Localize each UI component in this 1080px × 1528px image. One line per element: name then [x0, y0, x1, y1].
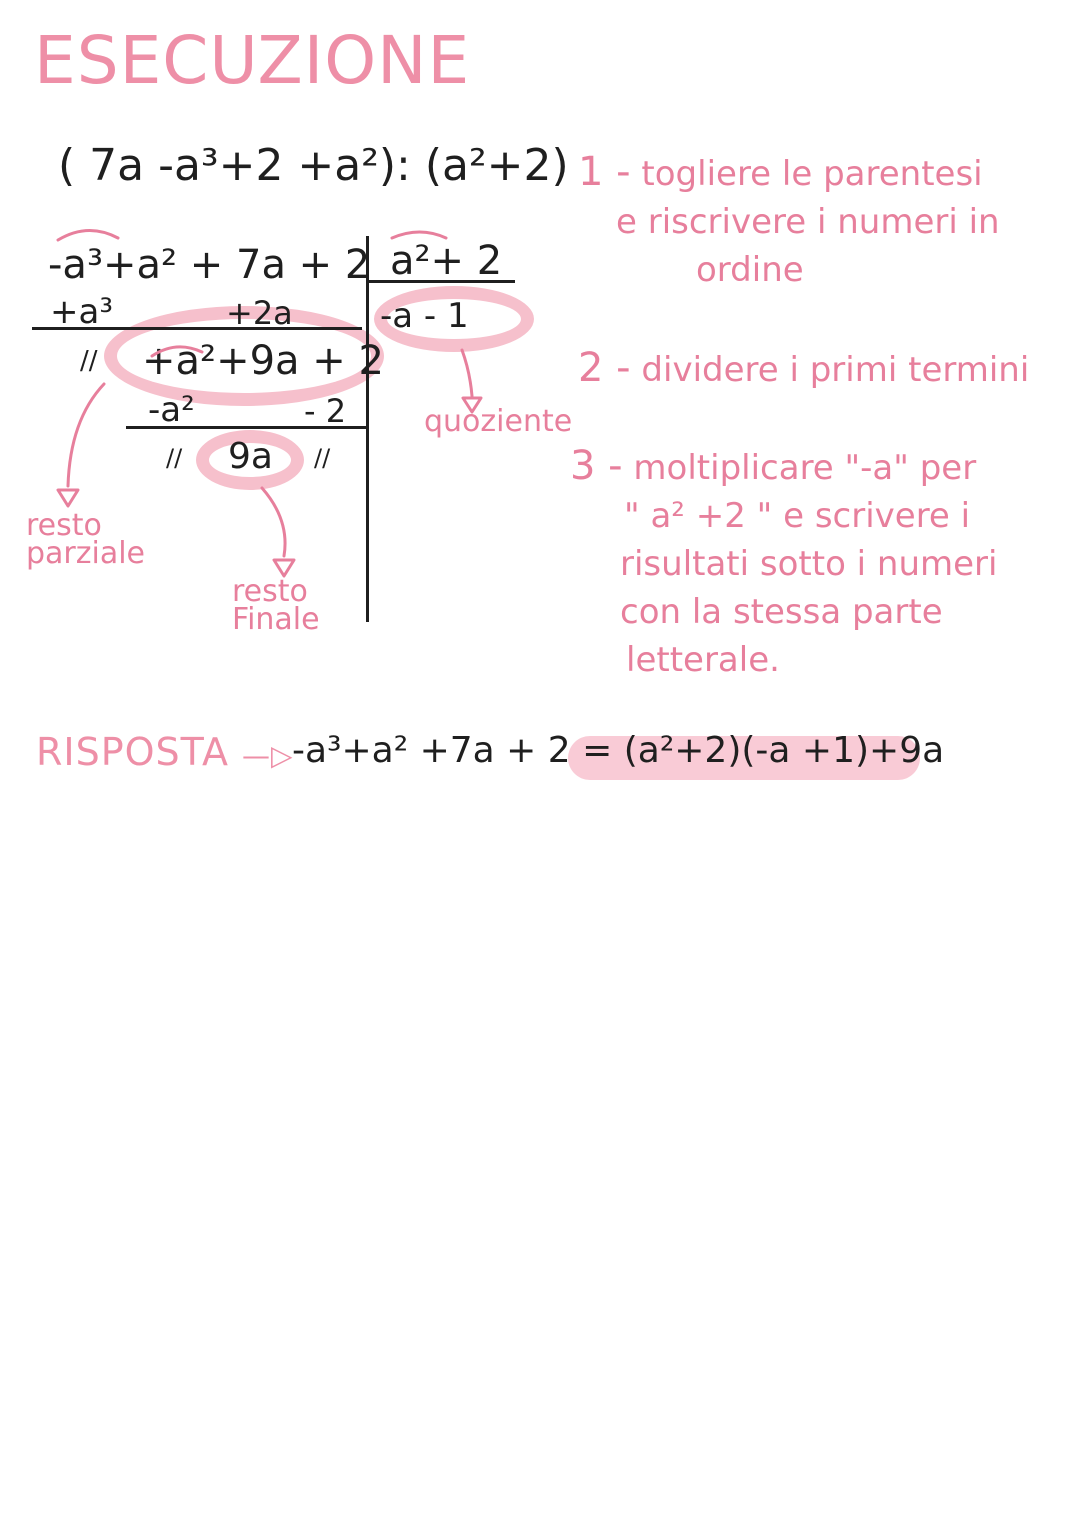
step-number: 1 -: [578, 149, 631, 195]
arrow-icon: —▷: [242, 739, 294, 772]
answer-label: RISPOSTA —▷: [36, 730, 294, 774]
arc-mark: [152, 347, 202, 356]
quotient: -a - 1: [380, 296, 469, 336]
step-number: 2 -: [578, 345, 631, 391]
quotient-label: quoziente: [424, 404, 573, 439]
final-remainder-label: resto Finale: [232, 574, 320, 637]
partial-remainder: +a²+9a + 2: [142, 338, 384, 384]
arc-mark: [58, 230, 118, 240]
division-row-1: +a³: [50, 292, 113, 332]
division-row-3-left: -a²: [148, 390, 195, 430]
answer-expression: [292, 730, 944, 771]
partial-remainder-label: resto parziale: [26, 508, 146, 571]
cancel-marks: //: [314, 444, 331, 472]
cancel-marks: //: [80, 346, 98, 376]
step-1: 1 - togliere le parentesi e riscrivere i numeri in ordine: [578, 149, 1000, 290]
dividend: -a³+a² + 7a + 2: [48, 242, 371, 288]
final-remainder: 9a: [228, 436, 273, 477]
step-number: 3 -: [570, 443, 623, 489]
arrow-line: [462, 350, 472, 396]
arrow-line: [68, 384, 104, 486]
arrow-line: [262, 488, 285, 556]
division-expression: ( 7a -a³+2 +a²): (a²+2): [58, 140, 569, 191]
cancel-marks: //: [166, 444, 183, 472]
step-2: 2 - dividere i primi termini: [578, 345, 1030, 391]
division-row-1-right: +2a: [226, 294, 293, 332]
divisor: a²+ 2: [390, 238, 503, 284]
step-3: 3 - moltiplicare "-a" per " a² +2 " e scrivere i risultati sotto i numeri con la stessa parte letterale.: [570, 443, 998, 680]
answer-lhs: -a³+a² +7a + 2 =: [292, 730, 613, 771]
arrow-head: [58, 490, 78, 506]
page-title: ESECUZIONE: [34, 22, 471, 99]
arc-mark: [392, 232, 446, 238]
division-row-3-right: - 2: [304, 392, 347, 430]
answer-rhs: (a²+2)(-a +1)+9a: [623, 730, 945, 771]
